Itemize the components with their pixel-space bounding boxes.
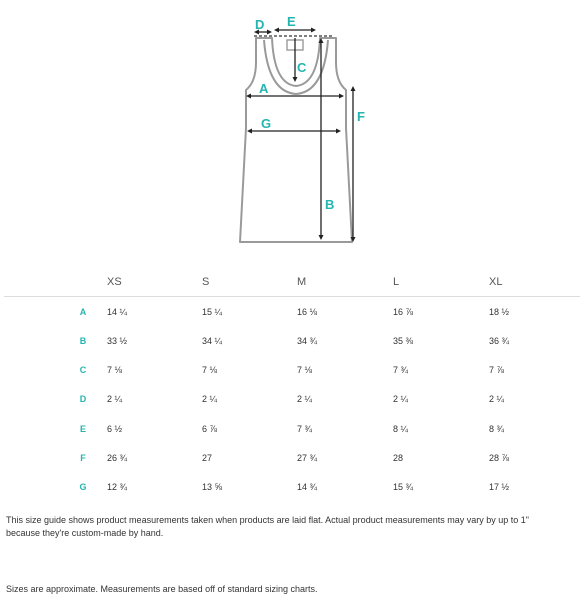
table-cell: 7 ¾: [393, 365, 409, 375]
table-cell: 14 ¼: [107, 307, 128, 317]
measurement-note-line1: This size guide shows product measurements taken when products are laid flat. Actual product measurements may vary by up to 1": [6, 515, 529, 525]
table-row-label: G: [79, 482, 87, 492]
table-cell: 2 ¼: [393, 394, 409, 404]
table-cell: 7 ⅞: [489, 365, 505, 375]
table-cell: 28: [393, 453, 404, 463]
size-header-xl: XL: [489, 276, 503, 288]
size-header-s: S: [202, 276, 210, 288]
diagram-label-a: A: [259, 81, 269, 96]
diagram-label-d: D: [255, 17, 265, 32]
size-header-xs: XS: [107, 276, 122, 288]
diagram-label-b: B: [325, 197, 335, 212]
measurement-note-line2: because they're custom-made by hand.: [6, 528, 164, 538]
size-header-l: L: [393, 276, 400, 288]
table-cell: 36 ¾: [489, 336, 510, 346]
table-cell: 27: [202, 453, 213, 463]
diagram-label-f: F: [357, 109, 365, 124]
table-cell: 2 ¼: [489, 394, 505, 404]
dress-outline-svg: [0, 0, 584, 260]
table-cell: 16 ⅛: [297, 307, 318, 317]
size-header-m: M: [297, 276, 307, 288]
table-row-label: C: [79, 365, 87, 375]
table-divider: [4, 296, 580, 297]
table-row-label: F: [80, 453, 86, 463]
diagram-label-g: G: [261, 116, 272, 131]
table-cell: 15 ¾: [393, 482, 414, 492]
table-cell: 17 ½: [489, 482, 510, 492]
sizes-approx-note: Sizes are approximate. Measurements are based off of standard sizing charts.: [6, 584, 318, 594]
table-cell: 34 ¼: [202, 336, 223, 346]
table-cell: 7 ⅛: [297, 365, 313, 375]
table-cell: 26 ¾: [107, 453, 128, 463]
table-cell: 7 ¾: [297, 424, 313, 434]
table-cell: 8 ¾: [489, 424, 505, 434]
table-cell: 7 ⅛: [202, 365, 218, 375]
table-row-label: D: [79, 394, 87, 404]
table-cell: 6 ½: [107, 424, 123, 434]
dress-measurement-diagram: [0, 0, 584, 260]
table-cell: 2 ¼: [107, 394, 123, 404]
table-row-label: A: [79, 307, 87, 317]
table-cell: 2 ¼: [297, 394, 313, 404]
table-cell: 2 ¼: [202, 394, 218, 404]
table-cell: 7 ⅛: [107, 365, 123, 375]
table-row-label: B: [79, 336, 87, 346]
table-cell: 8 ¼: [393, 424, 409, 434]
table-cell: 35 ⅜: [393, 336, 414, 346]
table-cell: 12 ¾: [107, 482, 128, 492]
table-cell: 14 ¾: [297, 482, 318, 492]
table-row-label: E: [79, 424, 86, 434]
table-cell: 28 ⅞: [489, 453, 510, 463]
table-cell: 18 ½: [489, 307, 510, 317]
table-cell: 6 ⅞: [202, 424, 218, 434]
diagram-label-c: C: [297, 60, 307, 75]
table-cell: 13 ⅝: [202, 482, 223, 492]
table-cell: 34 ¾: [297, 336, 318, 346]
table-cell: 33 ½: [107, 336, 128, 346]
table-cell: 27 ¾: [297, 453, 318, 463]
diagram-label-e: E: [287, 14, 296, 29]
table-cell: 15 ¼: [202, 307, 223, 317]
dress-outline: [240, 38, 352, 242]
table-cell: 16 ⅞: [393, 307, 414, 317]
